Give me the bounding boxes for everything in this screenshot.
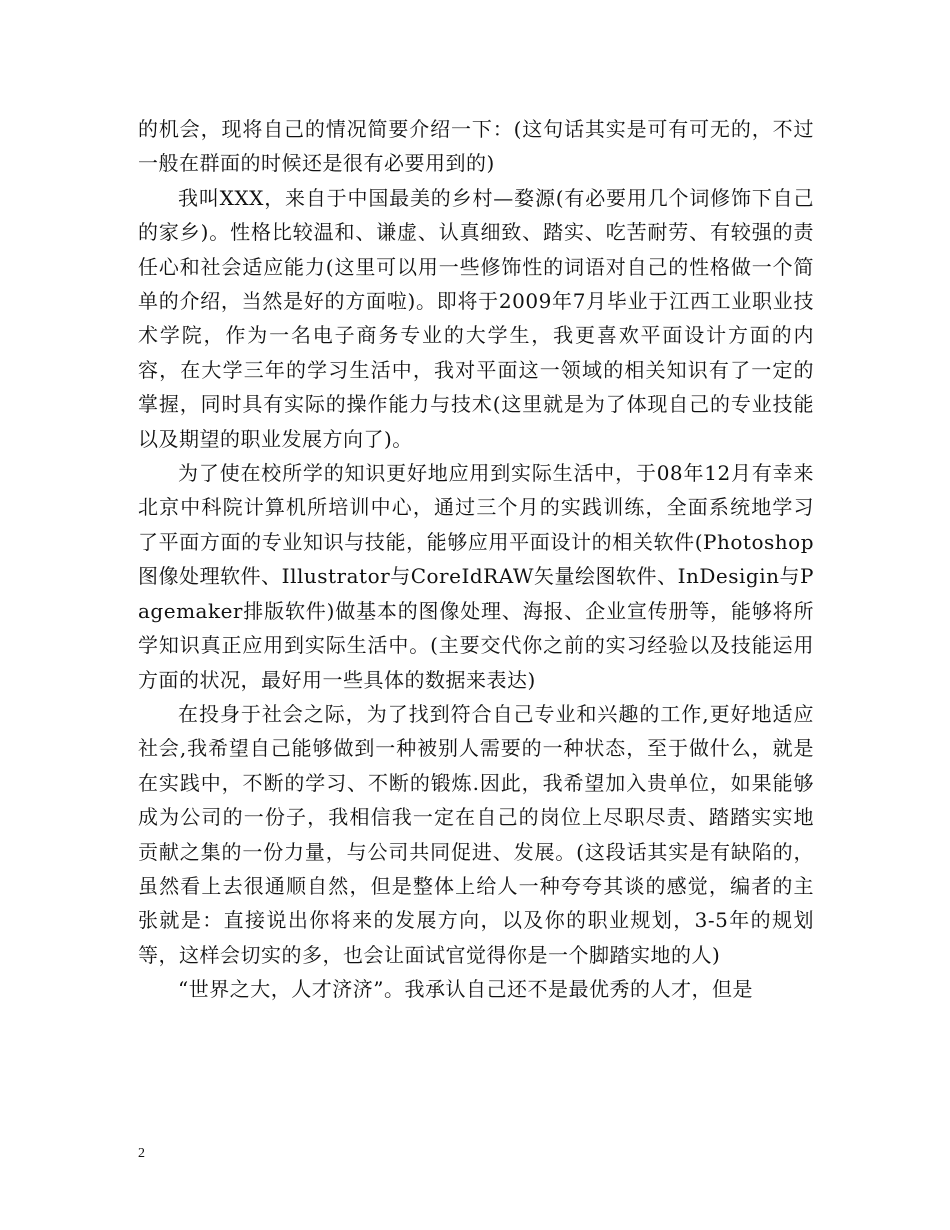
document-body [138,112,814,1007]
page-number: 2 [138,1146,145,1161]
paragraph-closing-start: “世界之大，人才济济”。我承认自己还不是最优秀的人才，但是 [178,977,753,1002]
paragraph-training-experience: 为了使在校所学的知识更好地应用到实际生活中，于08年12月有幸来北京中科院计算机所培训中心，通过三个月的实践训练，全面系统地学习了平面方面的专业知识与技能，能够应用平面设计的相关软件(Photoshop图像处理软件、Illustrator与CoreIdRAW矢量绘图软件、InDesigin与Pagemaker排版软件)做基本的图像处理、海报、企业宣传册等，能够将所学知识真正应用到实际生活中。(主要交代你之前的实习经验以及技能运用方面的状况，最好用一些具体的数据来表达) [138,461,814,692]
paragraph-self-introduction: 我叫XXX，来自于中国最美的乡村—婺源(有必要用几个词修饰下自己的家乡)。性格比较温和、谦虚、认真细致、踏实、吃苦耐劳、有较强的责任心和社会适应能力(这里可以用一些修饰性的词语对自己的性格做一个简单的介绍，当然是好的方面啦)。即将于2009年7月毕业于江西工业职业技术学院，作为一名电子商务专业的大学生，我更喜欢平面设计方面的内容，在大学三年的学习生活中，我对平面这一领域的相关知识有了一定的掌握，同时具有实际的操作能力与技术(这里就是为了体现自己的专业技能以及期望的职业发展方向了)。 [138,185,814,451]
paragraph-career-goals: 在投身于社会之际，为了找到符合自己专业和兴趣的工作,更好地适应社会,我希望自己能够做到一种被别人需要的一种状态，至于做什么，就是在实践中，不断的学习、不断的锻炼.因此，我希望加入贵单位，如果能够成为公司的一份子，我相信我一定在自己的岗位上尽职尽责、踏踏实实地贡献之集的一份力量，与公司共同促进、发展。(这段话其实是有缺陷的，虽然看上去很通顺自然，但是整体上给人一种夸夸其谈的感觉，编者的主张就是：直接说出你将来的发展方向，以及你的职业规划，3-5年的规划等，这样会切实的多，也会让面试官觉得你是一个脚踏实地的人) [138,701,814,967]
paragraph-intro-continuation: 的机会，现将自己的情况简要介绍一下：(这句话其实是可有可无的，不过一般在群面的时候还是很有必要用到的) [138,117,814,176]
